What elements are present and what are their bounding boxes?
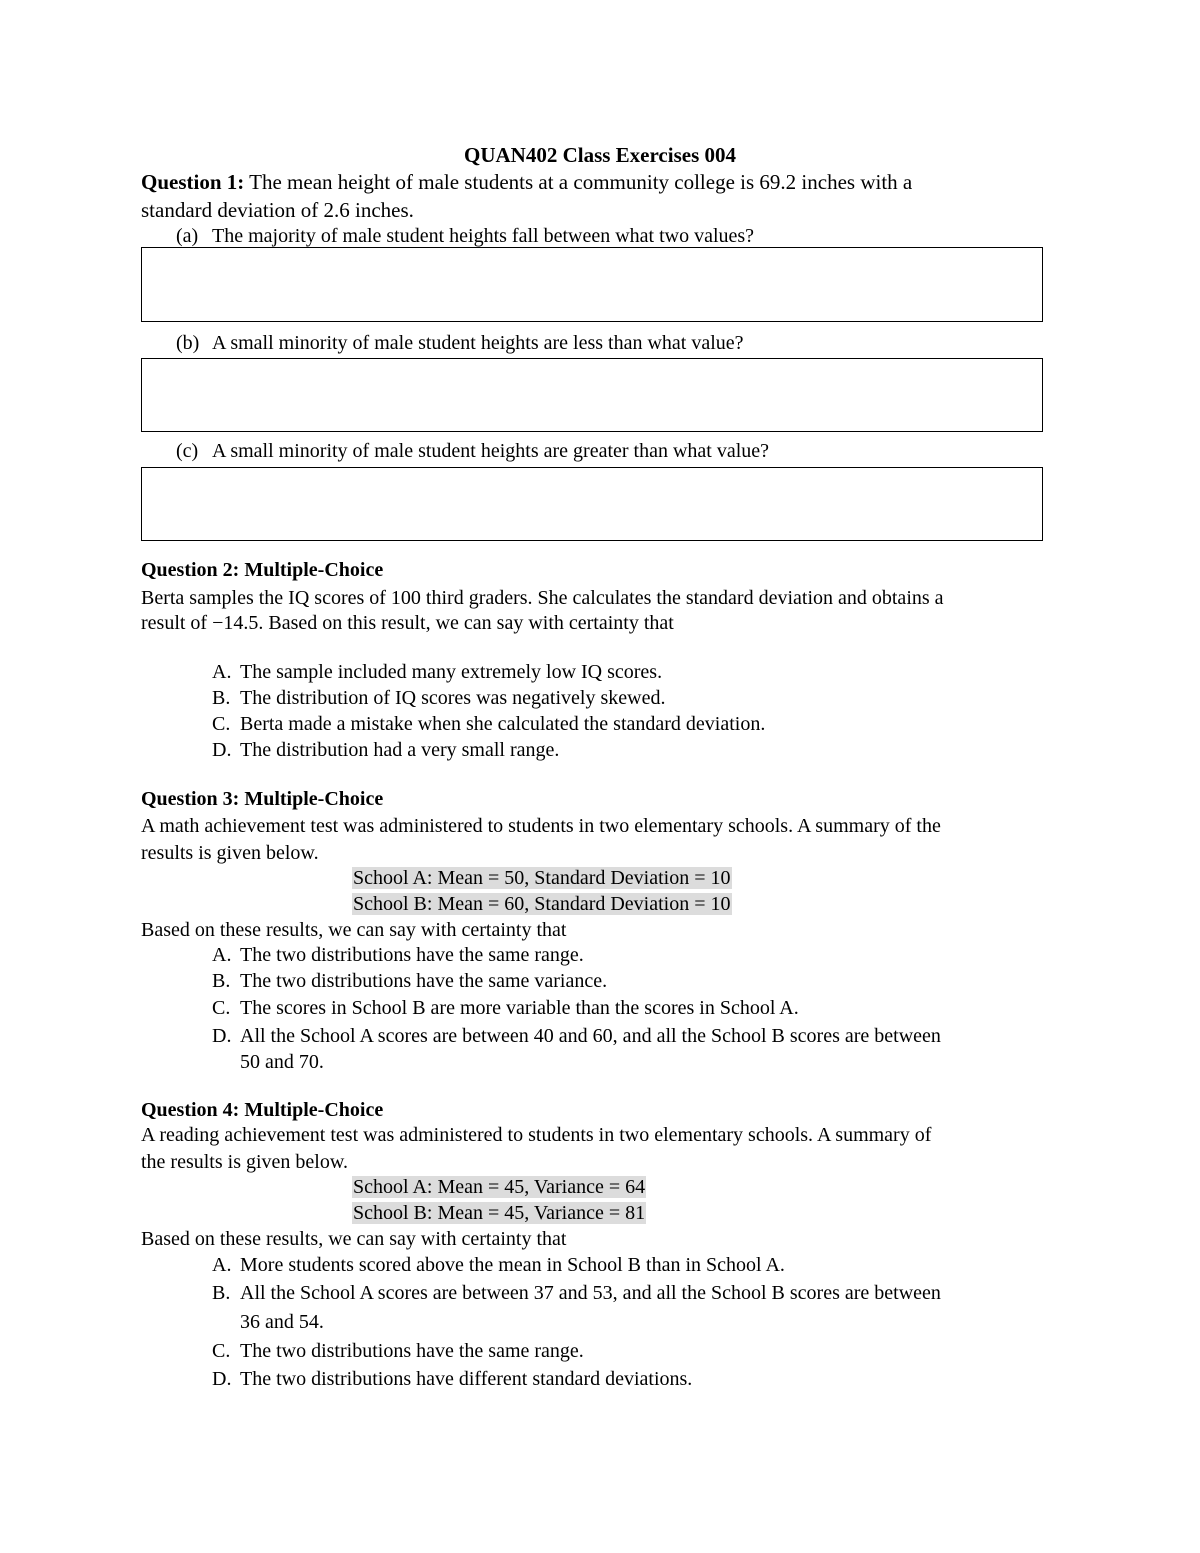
q3-summary-school-b: School B: Mean = 60, Standard Deviation = 10 [353,893,731,915]
q3-label: Question 3: Multiple-Choice [141,788,384,810]
q1-text: The mean height of male students at a community college is 69.2 inches with a [249,170,913,194]
q4-summary-school-a: School A: Mean = 45, Variance = 64 [353,1176,646,1198]
q2-text-line2: result of −14.5. Based on this result, we can say with certainty that [141,612,674,634]
q4-option-c [212,1338,584,1364]
q3-option-d [212,1023,941,1049]
option-letter: B. [212,687,231,709]
option-text: All the School A scores are between 40 and 60, and all the School B scores are between [240,1025,941,1047]
option-text: More students scored above the mean in School B than in School A. [240,1254,785,1276]
option-text: All the School A scores are between 37 and 53, and all the School B scores are between [240,1282,941,1304]
option-text: The two distributions have the same range. [240,944,584,966]
q1-text-line1 [141,169,912,195]
q1-label: Question 1: [141,170,245,194]
option-letter: A. [212,1254,232,1276]
q4-text-line1: A reading achievement test was administered to students in two elementary schools. A summary of [141,1124,932,1146]
answer-box-a[interactable] [141,247,1043,322]
q4-option-b [212,1280,941,1306]
q3-option-d-continued: 50 and 70. [240,1051,324,1073]
option-text: The sample included many extremely low IQ scores. [240,661,663,683]
q1-text-line2: standard deviation of 2.6 inches. [141,198,414,222]
part-letter: (a) [176,225,199,247]
option-letter: D. [212,739,232,761]
option-text: Berta made a mistake when she calculated the standard deviation. [240,713,766,735]
q2-option-c [212,711,765,737]
q3-text-line1: A math achievement test was administered to students in two elementary schools. A summary of the [141,815,941,837]
q4-label: Question 4: Multiple-Choice [141,1099,384,1121]
q3-text-line2: results is given below. [141,842,319,864]
option-text: The scores in School B are more variable than the scores in School A. [240,997,799,1019]
option-letter: D. [212,1368,232,1390]
option-text: The distribution of IQ scores was negatively skewed. [240,687,666,709]
option-text: The distribution had a very small range. [240,739,560,761]
q4-summary-school-b: School B: Mean = 45, Variance = 81 [353,1202,646,1224]
option-letter: B. [212,970,231,992]
q2-option-a [212,659,662,685]
q3-option-a [212,942,584,968]
option-letter: D. [212,1025,232,1047]
q2-option-b [212,685,665,711]
q4-option-d [212,1366,692,1392]
q4-option-a [212,1252,785,1278]
q4-lead: Based on these results, we can say with certainty that [141,1228,567,1250]
option-letter: C. [212,997,231,1019]
part-text: The majority of male student heights fall between what two values? [212,225,755,247]
q2-label: Question 2: Multiple-Choice [141,559,384,581]
part-letter: (c) [176,440,199,462]
q2-option-d [212,737,559,763]
q4-option-b-continued: 36 and 54. [240,1311,324,1333]
option-text: The two distributions have the same range. [240,1340,584,1362]
option-letter: C. [212,1340,231,1362]
answer-box-b[interactable] [141,358,1043,432]
option-letter: B. [212,1282,231,1304]
q2-text-line1: Berta samples the IQ scores of 100 third graders. She calculates the standard deviation and obtains a [141,587,944,609]
option-letter: A. [212,944,232,966]
q1-part-c [176,438,769,464]
option-text: The two distributions have the same variance. [240,970,608,992]
q3-lead: Based on these results, we can say with certainty that [141,919,567,941]
part-text: A small minority of male student heights are less than what value? [212,332,744,354]
document-title: QUAN402 Class Exercises 004 [463,143,736,167]
q1-part-b [176,330,744,356]
q3-summary-school-a: School A: Mean = 50, Standard Deviation = 10 [353,867,731,889]
option-text: The two distributions have different standard deviations. [240,1368,693,1390]
q1-part-a [176,223,754,249]
part-letter: (b) [176,332,200,354]
q3-option-c [212,995,799,1021]
q3-option-b [212,968,607,994]
answer-box-c[interactable] [141,467,1043,541]
part-text: A small minority of male student heights are greater than what value? [212,440,770,462]
q4-text-line2: the results is given below. [141,1151,349,1173]
option-letter: A. [212,661,232,683]
option-letter: C. [212,713,231,735]
